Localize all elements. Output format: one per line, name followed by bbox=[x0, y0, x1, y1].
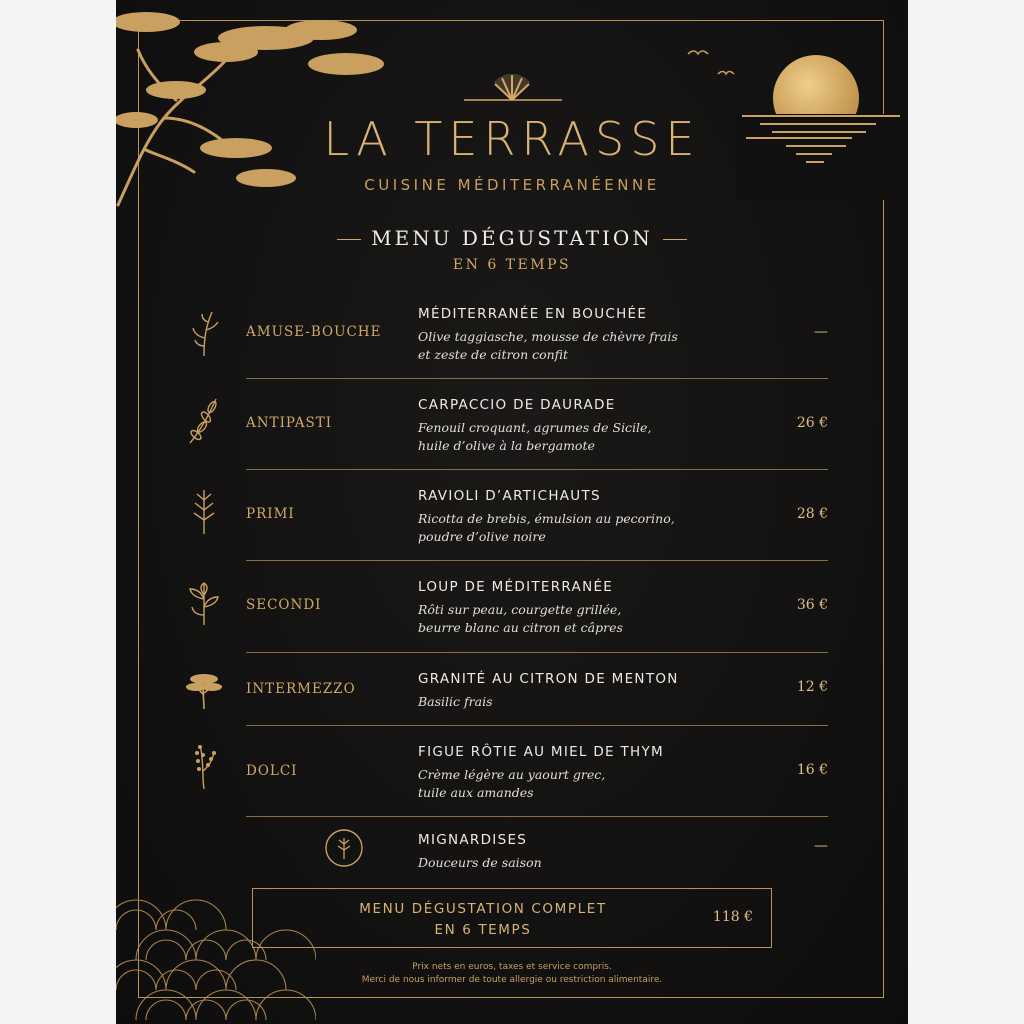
menu-heading bbox=[116, 226, 908, 250]
total-subtitle: EN 6 TEMPS bbox=[434, 922, 532, 938]
divider bbox=[246, 560, 828, 561]
dish-name: MÉDITERRANÉE EN BOUCHÉE bbox=[418, 306, 648, 322]
dish-description-line2: poudre d’olive noire bbox=[418, 529, 546, 544]
dish-name: RAVIOLI D’ARTICHAUTS bbox=[418, 488, 601, 504]
dish-description-line1: Fenouil croquant, agrumes de Sicile, bbox=[418, 420, 652, 435]
menu-heading-text: MENU DÉGUSTATION bbox=[371, 226, 653, 250]
menu-card bbox=[116, 0, 908, 1024]
course-category: SECONDI bbox=[246, 597, 322, 613]
divider bbox=[246, 378, 828, 379]
herb-sprig-icon bbox=[182, 395, 226, 445]
total-price: 118 € bbox=[712, 909, 753, 925]
dish-price: 16 € bbox=[796, 762, 828, 778]
leaf-branch-icon bbox=[182, 577, 226, 627]
dish-price: — bbox=[814, 838, 828, 854]
course-category: AMUSE-BOUCHE bbox=[246, 324, 382, 340]
total-title: MENU DÉGUSTATION COMPLET bbox=[359, 901, 607, 917]
dish-description-line1: Ricotta de brebis, émulsion au pecorino, bbox=[418, 511, 675, 526]
footer-note-allergy: Merci de nous informer de toute allergie ou restriction alimentaire. bbox=[361, 975, 663, 985]
course-category: PRIMI bbox=[246, 506, 295, 522]
divider bbox=[246, 725, 828, 726]
course-category: DOLCI bbox=[246, 763, 298, 779]
fan-ornament-icon bbox=[462, 70, 562, 106]
dish-name: FIGUE RÔTIE AU MIEL DE THYM bbox=[418, 744, 664, 760]
olive-branch-icon bbox=[182, 308, 226, 358]
course-category: ANTIPASTI bbox=[246, 415, 333, 431]
wheat-icon bbox=[182, 486, 226, 536]
heading-dash-left bbox=[337, 239, 361, 240]
footer-note-prices: Prix nets en euros, taxes et service compris. bbox=[412, 962, 612, 972]
circled-sprig-icon bbox=[324, 828, 364, 868]
dish-description-line2: beurre blanc au citron et câpres bbox=[418, 620, 623, 635]
dish-description-line1: Rôti sur peau, courgette grillée, bbox=[418, 602, 622, 617]
divider bbox=[246, 652, 828, 653]
dish-price: 12 € bbox=[796, 679, 828, 695]
cuisine-subtitle: CUISINE MÉDITERRANÉENNE bbox=[364, 176, 660, 194]
dish-description-line2: tuile aux amandes bbox=[418, 785, 534, 800]
dish-price: 26 € bbox=[796, 415, 828, 431]
dish-description-line1: Douceurs de saison bbox=[418, 855, 542, 870]
dish-price: 36 € bbox=[796, 597, 828, 613]
menu-subheading: EN 6 TEMPS bbox=[452, 257, 572, 273]
divider bbox=[246, 816, 828, 817]
heading-dash-right bbox=[663, 239, 687, 240]
dish-price: 28 € bbox=[796, 506, 828, 522]
dish-description-line2: huile d’olive à la bergamote bbox=[418, 438, 595, 453]
pine-tree-icon bbox=[182, 665, 226, 715]
dish-name: LOUP DE MÉDITERRANÉE bbox=[418, 579, 614, 595]
total-box bbox=[252, 888, 772, 948]
thyme-sprig-icon bbox=[182, 741, 226, 791]
course-category: INTERMEZZO bbox=[246, 681, 356, 697]
restaurant-name: LA TERRASSE bbox=[323, 112, 701, 166]
dish-description-line2: et zeste de citron confit bbox=[418, 347, 569, 362]
dish-description-line1: Crème légère au yaourt grec, bbox=[418, 767, 606, 782]
dish-description-line1: Basilic frais bbox=[418, 694, 493, 709]
dish-name: MIGNARDISES bbox=[418, 832, 528, 848]
birds-icon bbox=[688, 51, 734, 74]
dish-name: CARPACCIO DE DAURADE bbox=[418, 397, 616, 413]
divider bbox=[246, 469, 828, 470]
dish-price: — bbox=[814, 324, 828, 340]
dish-name: GRANITÉ AU CITRON DE MENTON bbox=[418, 671, 679, 687]
dish-description-line1: Olive taggiasche, mousse de chèvre frais bbox=[418, 329, 678, 344]
